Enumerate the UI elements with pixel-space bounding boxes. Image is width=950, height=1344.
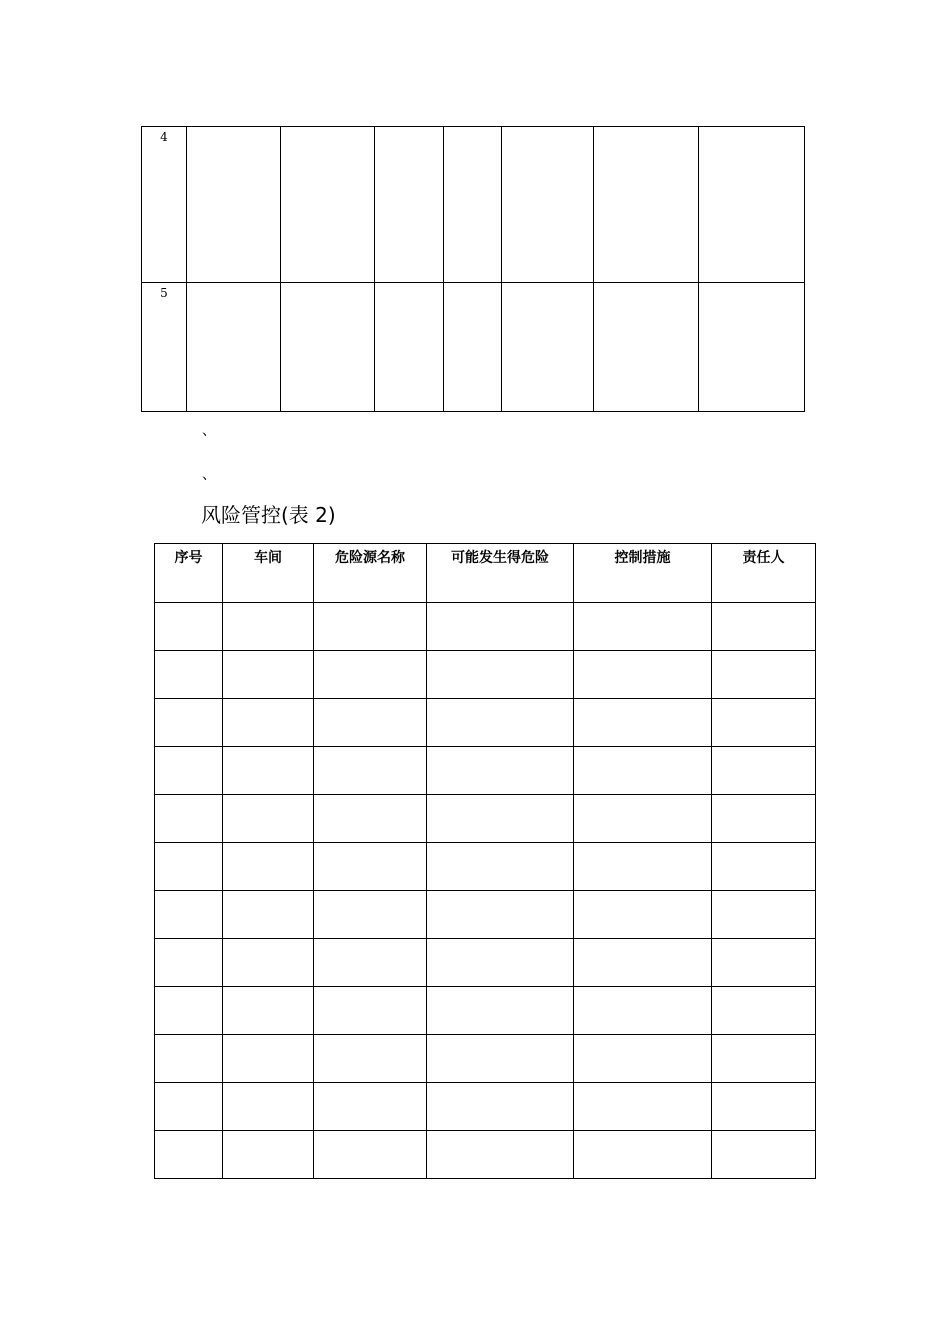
table-cell: [223, 747, 314, 795]
table-cell: [427, 603, 574, 651]
table-cell: [314, 1035, 427, 1083]
table-cell: [155, 939, 223, 987]
table-row: [142, 127, 805, 283]
table-cell: [155, 747, 223, 795]
section-title: 风险管控(表 2): [201, 503, 336, 527]
table-cell: [712, 939, 816, 987]
table-cell: [314, 747, 427, 795]
table-row: [155, 1083, 816, 1131]
table-cell: [223, 939, 314, 987]
table-cell: [427, 939, 574, 987]
table-cell: [187, 283, 281, 412]
list-mark: 、: [202, 423, 216, 439]
table-cell: [155, 603, 223, 651]
table-cell: [444, 127, 502, 283]
table-row: [155, 891, 816, 939]
table-row: [155, 699, 816, 747]
table-cell: [574, 891, 712, 939]
table-cell: [223, 1083, 314, 1131]
table-cell: [155, 891, 223, 939]
table-header-row: [155, 544, 816, 603]
table-cell: [594, 283, 699, 412]
table-cell: [427, 891, 574, 939]
table-cell: [155, 843, 223, 891]
table-cell: [712, 699, 816, 747]
table-cell: [155, 1035, 223, 1083]
row-number: 4: [142, 127, 187, 283]
table-row: [155, 987, 816, 1035]
table-cell: [155, 1131, 223, 1179]
table-row: [142, 283, 805, 412]
column-header: 车间: [223, 544, 314, 603]
table-cell: [712, 891, 816, 939]
table-row: [155, 1035, 816, 1083]
table-cell: [502, 127, 594, 283]
table-cell: [427, 843, 574, 891]
column-header: 序号: [155, 544, 223, 603]
table-cell: [314, 795, 427, 843]
hazard-table-continuation: [141, 126, 805, 412]
table-cell: [574, 747, 712, 795]
table-cell: [574, 843, 712, 891]
table-cell: [223, 987, 314, 1035]
table-cell: [155, 651, 223, 699]
table-cell: [223, 1035, 314, 1083]
table-cell: [375, 127, 444, 283]
table-cell: [574, 939, 712, 987]
column-header: 可能发生得危险: [427, 544, 574, 603]
table-cell: [281, 283, 375, 412]
table-cell: [712, 987, 816, 1035]
table-cell: [594, 127, 699, 283]
table-cell: [712, 603, 816, 651]
table-row: [155, 843, 816, 891]
table-cell: [712, 1035, 816, 1083]
table-cell: [223, 603, 314, 651]
table-cell: [699, 127, 805, 283]
table-cell: [155, 795, 223, 843]
table-cell: [574, 1035, 712, 1083]
table-cell: [155, 699, 223, 747]
row-number: 5: [142, 283, 187, 412]
list-mark: 、: [202, 467, 216, 483]
table-cell: [314, 603, 427, 651]
table-cell: [427, 651, 574, 699]
table-cell: [712, 1131, 816, 1179]
table-cell: [314, 843, 427, 891]
table-cell: [427, 1083, 574, 1131]
table-cell: [574, 1083, 712, 1131]
table-row: [155, 795, 816, 843]
table-cell: [427, 747, 574, 795]
table-cell: [427, 795, 574, 843]
table-cell: [427, 699, 574, 747]
table-cell: [223, 1131, 314, 1179]
table-row: [155, 603, 816, 651]
column-header: 控制措施: [574, 544, 712, 603]
table-cell: [281, 127, 375, 283]
table-cell: [574, 795, 712, 843]
table-row: [155, 651, 816, 699]
table-cell: [314, 1083, 427, 1131]
table-cell: [314, 987, 427, 1035]
table-cell: [427, 987, 574, 1035]
table-row: [155, 939, 816, 987]
table-cell: [223, 891, 314, 939]
table-cell: [223, 651, 314, 699]
table-cell: [223, 699, 314, 747]
table-cell: [712, 747, 816, 795]
table-cell: [223, 795, 314, 843]
table-cell: [223, 843, 314, 891]
table-cell: [699, 283, 805, 412]
table-cell: [187, 127, 281, 283]
table-cell: [574, 603, 712, 651]
table-cell: [712, 1083, 816, 1131]
table-cell: [314, 939, 427, 987]
table-cell: [314, 891, 427, 939]
table-cell: [712, 843, 816, 891]
risk-control-table: [154, 543, 816, 1179]
column-header: 危险源名称: [314, 544, 427, 603]
table-cell: [712, 651, 816, 699]
table-cell: [444, 283, 502, 412]
table-cell: [574, 1131, 712, 1179]
table-cell: [314, 651, 427, 699]
table-cell: [314, 1131, 427, 1179]
table-cell: [155, 1083, 223, 1131]
table-row: [155, 1131, 816, 1179]
table-cell: [375, 283, 444, 412]
table-cell: [155, 987, 223, 1035]
table-cell: [574, 699, 712, 747]
table-cell: [427, 1131, 574, 1179]
table-cell: [574, 987, 712, 1035]
table-cell: [574, 651, 712, 699]
table-cell: [712, 795, 816, 843]
table-row: [155, 747, 816, 795]
column-header: 责任人: [712, 544, 816, 603]
table-body: [155, 603, 816, 1179]
table-cell: [502, 283, 594, 412]
table-cell: [427, 1035, 574, 1083]
table-cell: [314, 699, 427, 747]
